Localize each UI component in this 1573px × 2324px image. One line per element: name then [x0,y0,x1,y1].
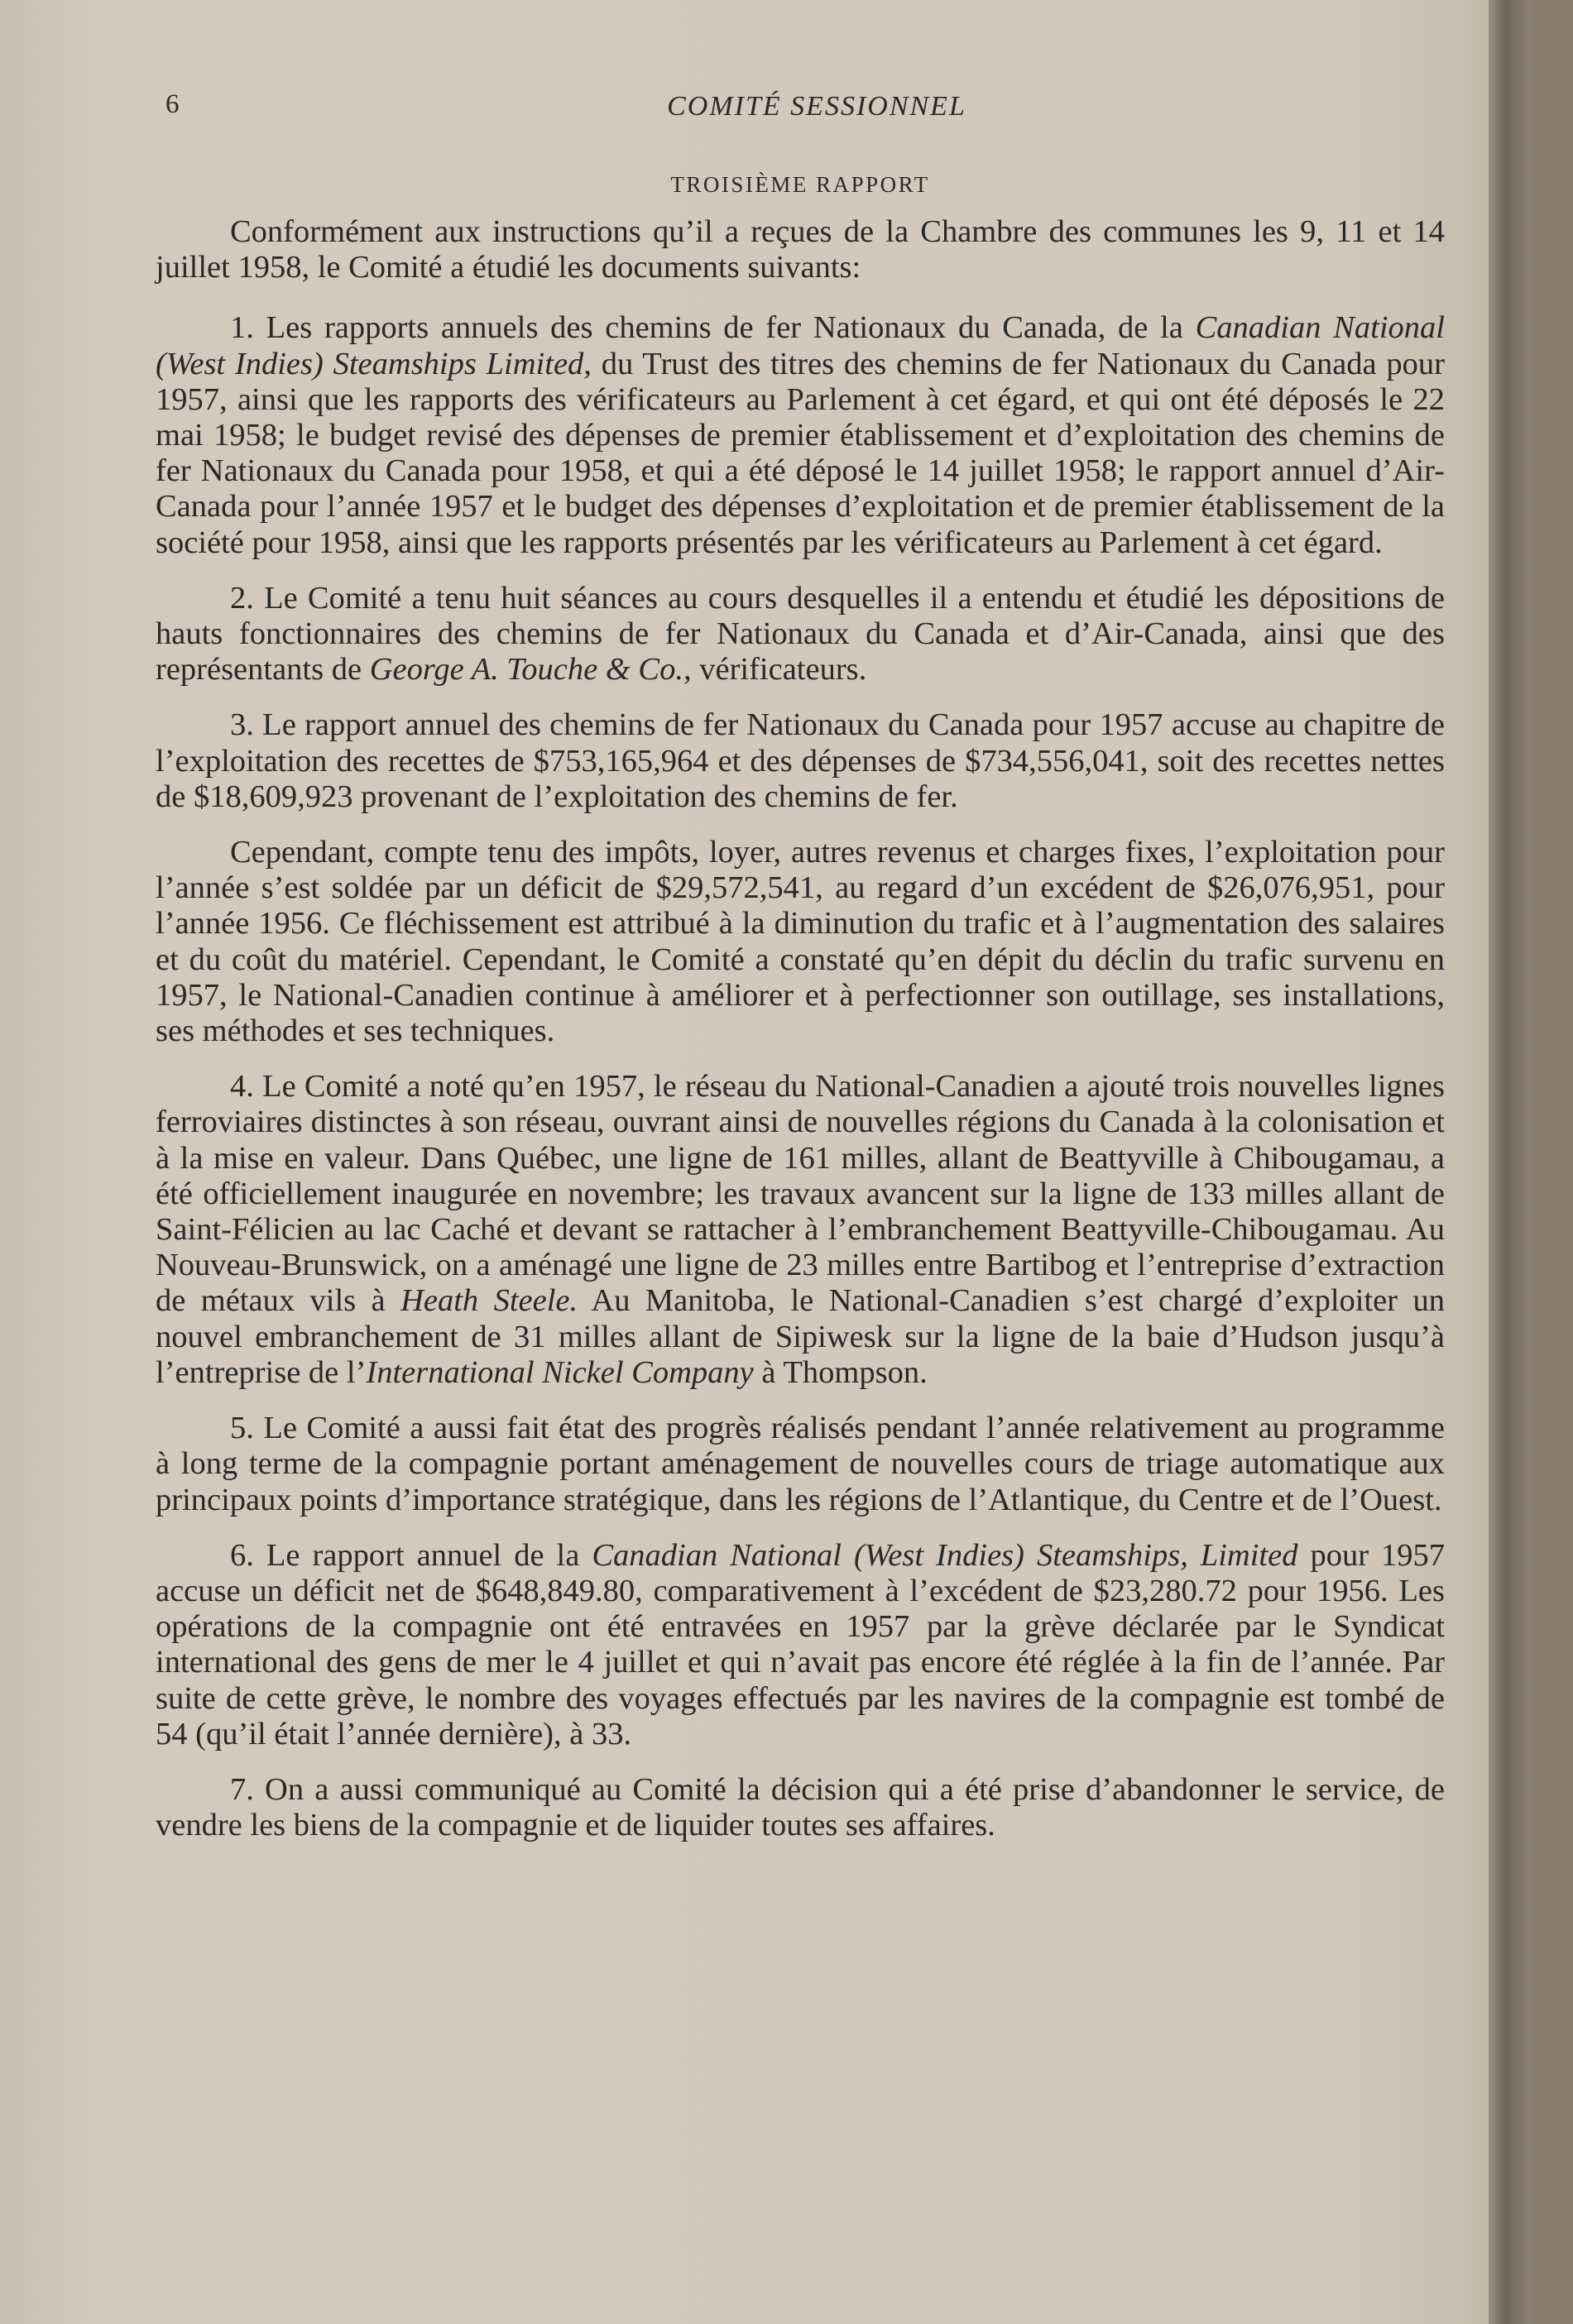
paragraph-4 [156,1069,1445,1391]
paragraph-4-italic-inco: International Nickel Company [366,1354,754,1390]
paragraph-2-text-a: 2. Le Comité a tenu huit séances au cours desquelles il a entendu et étudié les dépositions de hauts fonctionnaires des chemins de fer Nationaux du Canada et d’Air-Canada, ainsi que des représentants de [156,580,1445,688]
paragraph-1-text-a: 1. Les rapports annuels des chemins de fer Nationaux du Canada, de la [230,310,1196,346]
paragraph-4-text-c: Au Manitoba, le National-Canadien s’est chargé d’exploiter un nouvel embranchement de 31 milles allant de Sipiwesk sur la ligne de la baie d’Hudson jusqu’à l’entreprise de l’ [156,1283,1446,1390]
paragraph-5: 5. Le Comité a aussi fait état des progrès réalisés pendant l’année relativement au programme à long terme de la compagnie portant aménagement de nouvelles cours de triage automatique aux principaux points d’importance stratégique, dans les régions de l’Atlantique, du Centre et de l’Ouest. [156,1411,1445,1517]
paragraph-6-italic-company: Canadian National (West Indies) Steamships, Limited [592,1537,1298,1573]
paragraph-2-text-c: vérificateurs. [691,652,867,688]
paragraph-1-text-c: du Trust des titres des chemins de fer Nationaux du Canada pour 1957, ainsi que les rapports des vérificateurs au Parlement à cet égard, et qui ont été déposés le 22 mai 1958; le budget revisé des dépenses de premier établissement et d’exploitation des chemins de fer Nationaux du Canada pour 1958, et qui a été déposé le 14 juillet 1958; le rapport annuel d’Air-Canada pour l’année 1957 et le budget des dépenses d’exploitation et de premier établissement de la société pour 1958, ainsi que les rapports présentés par les vérificateurs au Parlement à cet égard. [156,346,1445,560]
paragraph-2 [156,581,1445,688]
page-binding-edge [1489,0,1531,2324]
paragraph-6 [156,1538,1445,1752]
intro-paragraph: Conformément aux instructions qu’il a reçues de la Chambre des communes les 9, 11 et 14 juillet 1958, le Comité a étudié les documents suivants: [156,214,1445,285]
paragraph-1-italic-company: Canadian National (West Indies) Steamships Limited, [156,310,1445,381]
paragraph-1 [156,310,1445,560]
paragraph-4-text-a: 4. Le Comité a noté qu’en 1957, le réseau du National-Canadien a ajouté trois nouvelles lignes ferroviaires distinctes à son réseau, ouvrant ainsi de nouvelles régions du Canada à la colonisation et à la mise en valeur. Dans Québec, une ligne de 161 milles, allant de Beattyville à Chibougamau, a été officiellement inaugurée en novembre; les travaux avancent sur la ligne de 133 milles allant de Saint-Félicien au lac Caché et devant se rattacher à l’embranchement Beattyville-Chibougamau. Au Nouveau-Brunswick, on a aménagé une ligne de 23 milles entre Bartibog et l’entreprise d’extraction de métaux vils à [156,1069,1445,1319]
paragraph-3: 3. Le rapport annuel des chemins de fer Nationaux du Canada pour 1957 accuse au chapitre de l’exploitation des recettes de $753,165,964 et des dépenses de $734,556,041, soit des recettes nettes de $18,609,923 provenant de l’exploitation des chemins de fer. [156,707,1445,814]
running-head [156,83,1445,141]
paragraph-4-text-e: à Thompson. [753,1354,928,1390]
page-number: 6 [165,89,180,119]
journal-title: COMITÉ SESSIONNEL [667,91,966,122]
paragraph-2-italic-auditors: George A. Touche & Co., [369,652,692,688]
page-content [156,83,1445,1863]
paragraph-6-text-c: pour 1957 accuse un déficit net de $648,849.80, comparativement à l’excédent de $23,280.72 pour 1956. Les opérations de la compagnie ont été entravées en 1957 par la grève déclarée par le Syndicat international des gens de mer le 4 juillet et qui n’avait pas encore été réglée à la fin de l’année. Par suite de cette grève, le nombre des voyages effectués par les navires de la compagnie est tombé de 54 (qu’il était l’année dernière), à 33. [156,1537,1445,1751]
paragraph-4-italic-heath-steele: Heath Steele. [400,1283,578,1319]
paragraph-7: 7. On a aussi communiqué au Comité la décision qui a été prise d’abandonner le service, de vendre les biens de la compagnie et de liquider toutes ses affaires. [156,1771,1445,1843]
section-title: TROISIÈME RAPPORT [670,172,930,197]
paragraph-6-text-a: 6. Le rapport annuel de la [230,1537,592,1573]
paragraph-3-continued: Cependant, compte tenu des impôts, loyer, autres revenus et charges fixes, l’exploitation pour l’année s’est soldée par un déficit de $29,572,541, au regard d’un excédent de $26,076,951, pour l’année 1956. Ce fléchissement est attribué à la diminution du trafic et à l’augmentation des salaires et du coût du matériel. Cependant, le Comité a constaté qu’en dépit du déclin du trafic survenu en 1957, le National-Canadien continue à améliorer et à perfectionner son outillage, ses installations, ses méthodes et ses techniques. [156,835,1445,1049]
